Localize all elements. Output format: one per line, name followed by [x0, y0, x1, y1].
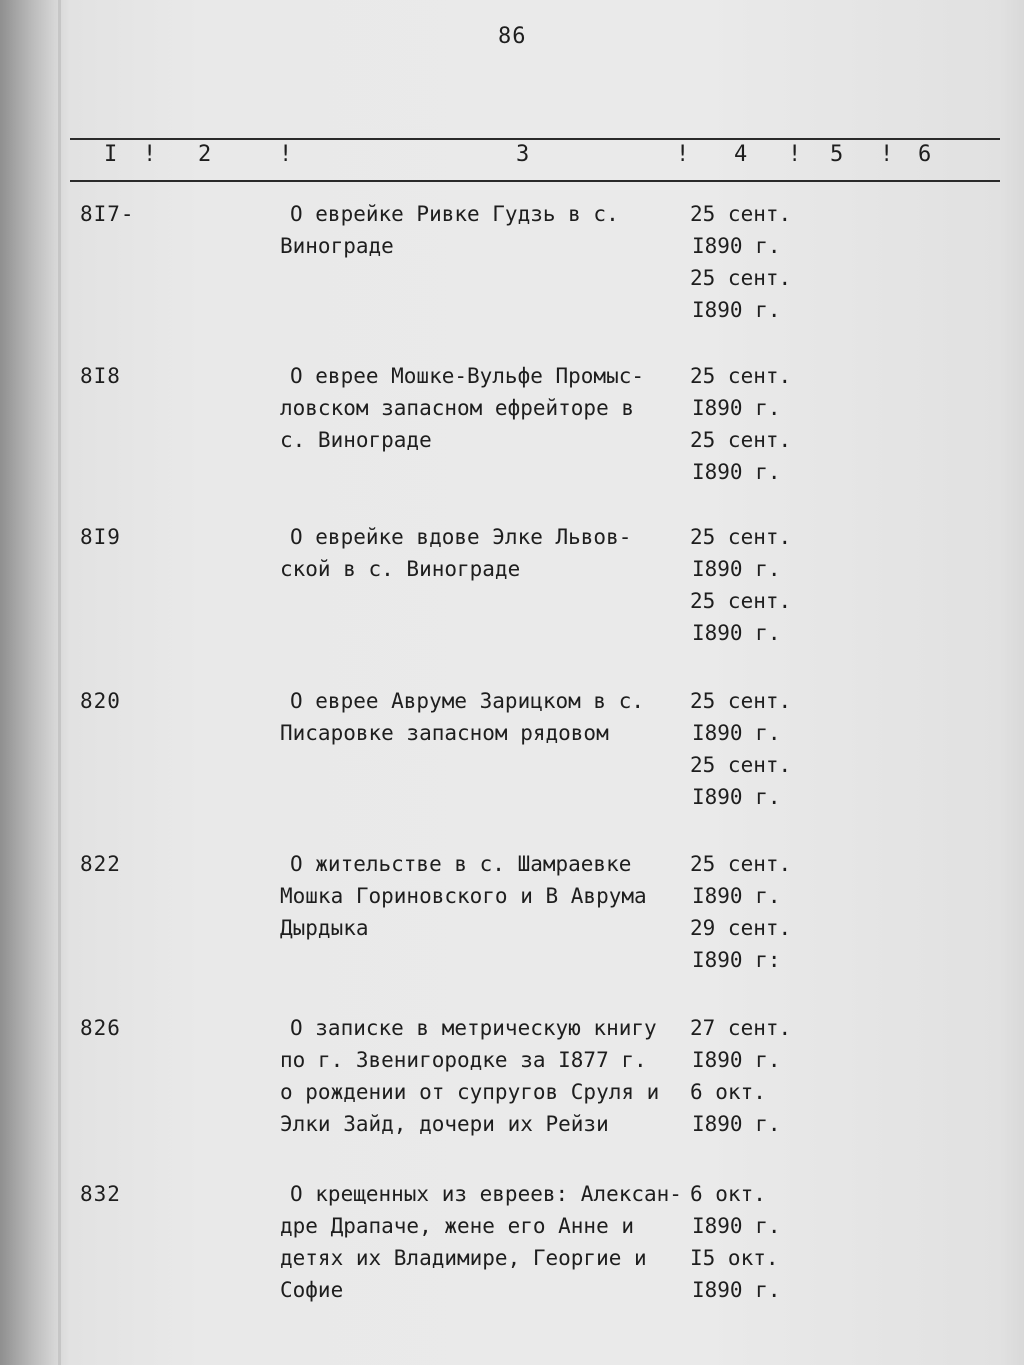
- entry-text-line: Элки Зайд, дочери их Рейзи: [280, 1112, 609, 1136]
- column-5-header: 5: [830, 142, 844, 167]
- end-year: I890 г.: [692, 785, 781, 809]
- column-2-header: 2: [198, 142, 212, 167]
- column-separator: !: [143, 142, 157, 167]
- start-year: I890 г.: [692, 1048, 781, 1072]
- table-header-bottom-rule: [70, 180, 1000, 182]
- column-separator: !: [788, 142, 802, 167]
- column-separator: !: [880, 142, 894, 167]
- start-year: I890 г.: [692, 557, 781, 581]
- start-year: I890 г.: [692, 721, 781, 745]
- column-4-header: 4: [734, 142, 748, 167]
- entry-description: [280, 521, 710, 585]
- entry-description: [280, 1178, 710, 1306]
- entry-number: 820: [80, 689, 121, 713]
- end-date: 29 сент.: [690, 916, 792, 940]
- entry-text-line: Софие: [280, 1278, 344, 1302]
- end-date: 25 сент.: [690, 428, 792, 452]
- page-binding-edge: [58, 0, 61, 1365]
- column-separator: !: [676, 142, 690, 167]
- end-year: I890 г.: [692, 460, 781, 484]
- start-date: 25 сент.: [690, 364, 792, 388]
- entry-description: [280, 685, 710, 749]
- start-date: 27 сент.: [690, 1016, 792, 1040]
- end-date: 6 окт.: [690, 1080, 766, 1104]
- entry-text-line: О еврее Мошке-Вульфе Промыс-: [290, 364, 645, 388]
- entry-text-line: с. Винограде: [280, 428, 432, 452]
- end-date: 25 сент.: [690, 266, 792, 290]
- entry-text-line: по г. Звенигородке за I877 г.: [280, 1048, 647, 1072]
- entry-text-line: Дырдыка: [280, 916, 369, 940]
- entry-number: 8I8: [80, 364, 121, 388]
- column-separator: !: [279, 142, 293, 167]
- entry-text-line: детях их Владимире, Георгие и: [280, 1246, 647, 1270]
- entry-number: 822: [80, 852, 121, 876]
- end-date: I5 окт.: [690, 1246, 779, 1270]
- entry-dates: [690, 685, 830, 813]
- entry-text-line: ской в с. Винограде: [280, 557, 521, 581]
- start-year: I890 г.: [692, 1214, 781, 1238]
- entry-number: 8I9: [80, 525, 121, 549]
- column-3-header: 3: [516, 142, 530, 167]
- entry-dates: [690, 360, 830, 488]
- entry-dates: [690, 848, 830, 976]
- entry-description: [280, 848, 710, 944]
- table-header-top-rule: [70, 138, 1000, 140]
- page-number: 86: [498, 24, 527, 49]
- start-year: I890 г.: [692, 234, 781, 258]
- entry-text-line: Писаровке запасном рядовом: [280, 721, 609, 745]
- start-date: 25 сент.: [690, 525, 792, 549]
- start-date: 25 сент.: [690, 852, 792, 876]
- start-date: 25 сент.: [690, 202, 792, 226]
- entry-dates: [690, 198, 830, 326]
- end-date: 25 сент.: [690, 753, 792, 777]
- entry-text-line: О записке в метрическую книгу: [290, 1016, 657, 1040]
- entry-text-line: О еврее Авруме Зарицком в с.: [290, 689, 645, 713]
- entry-description: [280, 198, 710, 262]
- entry-number: 8I7-: [80, 202, 135, 226]
- start-year: I890 г.: [692, 884, 781, 908]
- entry-text-line: Винограде: [280, 234, 394, 258]
- entry-dates: [690, 521, 830, 649]
- column-1-header: I: [104, 142, 118, 167]
- end-year: I890 г:: [692, 948, 781, 972]
- entry-text-line: О еврейке Ривке Гудзь в с.: [290, 202, 619, 226]
- entry-text-line: О жительстве в с. Шамраевке: [290, 852, 632, 876]
- end-year: I890 г.: [692, 1112, 781, 1136]
- entry-number: 826: [80, 1016, 121, 1040]
- entry-number: 832: [80, 1182, 121, 1206]
- end-year: I890 г.: [692, 621, 781, 645]
- start-date: 25 сент.: [690, 689, 792, 713]
- entry-text-line: Мошка Гориновского и В Аврума: [280, 884, 647, 908]
- entry-text-line: о рождении от супругов Сруля и: [280, 1080, 660, 1104]
- entry-text-line: ловском запасном ефрейторе в: [280, 396, 635, 420]
- column-6-header: 6: [918, 142, 932, 167]
- start-date: 6 окт.: [690, 1182, 766, 1206]
- entry-text-line: О крещенных из евреев: Алексан-: [290, 1182, 682, 1206]
- entry-description: [280, 1012, 710, 1140]
- entry-description: [280, 360, 710, 456]
- entry-dates: [690, 1178, 830, 1306]
- entry-text-line: О еврейке вдове Элке Львов-: [290, 525, 632, 549]
- end-date: 25 сент.: [690, 589, 792, 613]
- end-year: I890 г.: [692, 298, 781, 322]
- end-year: I890 г.: [692, 1278, 781, 1302]
- entry-dates: [690, 1012, 830, 1140]
- start-year: I890 г.: [692, 396, 781, 420]
- entry-text-line: дре Драпаче, жене его Анне и: [280, 1214, 635, 1238]
